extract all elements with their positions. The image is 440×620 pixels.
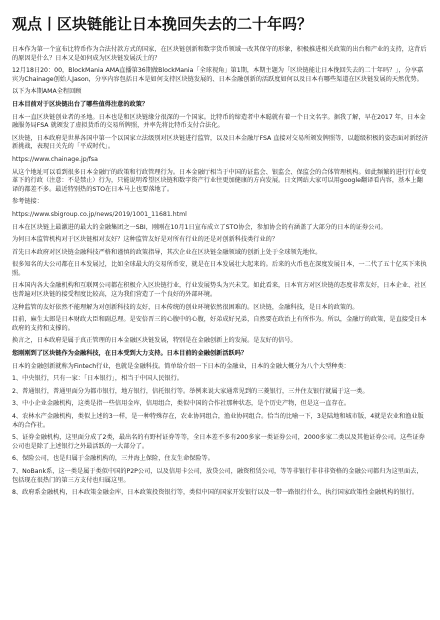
paragraph: 4、农林水产金融机构，类似上述的3一样，是一种特殊存在，农业协同组合，渔业协同组合。恰当的比喻一下，3是陆地和城市版，4就是农业和渔业版本的合作社。 <box>12 413 424 429</box>
paragraph: 12月18日20：00，BlockMania AMA直播第36期做BlockMania「全球视角」第1期，本期主题为「区块链能让日本挽回失去的二十年吗？」，分享嘉宾为Chainage创始人Jason，分享内容包括日本是如何支持区块链发展的、日本金融创新的活跃度如何以及日本有哪些渠道在区块链发展的天然优势。 <box>12 67 424 83</box>
paragraph: 区块链，日本政府是世界各国中第一个以国家立法级别对区块链进行监管，以及日本金融厅FSA 直接对交易所颁发牌照等，以超级积极的姿态面对新经济新挑战，表现日关先的「平成时代」。 <box>12 134 428 151</box>
paragraph: 8、政府系金融机构，日本政策金融金库，日本政策投资银行等，类似中国的国家开发银行以及一带一路银行什么，执行国家政策性金融机构的银行。 <box>12 489 419 497</box>
paragraph: 目前，麻生太郎是日本财政大臣和副总理。是安倍晋三的心腹中的心腹，好弟成好兄弟，自然要在政治上有所作为。所以，金融厅的政策，是直接受日本政府的支持和支撑的。 <box>12 316 427 332</box>
paragraph: 1、中央银行，只有一家：「日本银行」，相当于中国人民银行。 <box>12 375 183 383</box>
paragraph: 从这个地址可以看到很多日本金融厅的政策和行政管理行为。日本金融厅相当于中国的证监会、银监会、保监会的合体管理机构。如此频繁的进行行业变革下的行政（注意：不是禁止）行为，只能说明希望区块链和数字资产行业往更加健康的方向发展。日文网站大家可以用google翻译看内容，基本上翻译的都差不多。最近特别热的STO在日本马上也要落地了。 <box>12 168 427 193</box>
paragraph: 这种监管的友好依然不能理解为对创新科技的友好，日本传统的创业环境依然很困难的。区块链，金融科技，是日本的政策的。 <box>12 303 359 311</box>
paragraph: 参考链接： <box>12 198 43 206</box>
paragraph: 日本作为第一个宣布比特币作为合法付款方式的国家，在区块链创新和数字货币领域一改其保守的形象，积极推进相关政策的出台和产业的支持，这背后的原因是什么？日本又是如何成为区块链发展沃土的？ <box>12 46 427 62</box>
article-title: 观点丨区块链能让日本挽回失去的二十年吗？ <box>12 15 313 33</box>
paragraph: 日本的金融创新就称为Fintech行业，也就是金融科技。简单给介绍一下日本的金融业，日本的金融大概分为八个大型种类： <box>12 362 350 370</box>
section-heading: 日本目前对于区块链出台了哪些值得注意的政策？ <box>12 100 149 108</box>
paragraph: 7、NoBank系，这一类是属于类似中国的P2P公司，以及信用卡公司，放贷公司，融资租赁公司，等等非银行非非非资格的金融公司都归为这里面去，包括现在很热门的第三方支付也归属这里。 <box>12 467 423 484</box>
paragraph: 日本一直区块链创业者的圣地。日本也是和区块链缘分很深的一个国家。比特币的缔造者中本聪就有着一个日文名字。据我了解，早在2017 年，日本金融服务局FSA 就颁发了虚拟货币的交易所牌照，并率先将比特币支付合法化。 <box>12 113 426 130</box>
paragraph: 5、证券金融机构，这里面分成了2类，最出名的有野村证券等等，全日本差不多有200多家一类证券公司，2000多家二类以及其他证券公司。这些证券公司也是除了上述银行之外最活跃的一大部分了。 <box>12 434 425 450</box>
paragraph: 日本在区块链上最激进的最大的金融集团之一SBI，刚刚在10月1日宣布成立了STO协会，参加协会的有涵盖了大部分的日本的证券公司。 <box>12 223 387 231</box>
paragraph: 3、中小企业金融机构，这类是指一些信用金库，信用组合，类似中国的合作社那种状态，是个历史产物，但是这一直存在。 <box>12 400 351 408</box>
paragraph: 换言之，日本政府是属于真正管理的日本金融区块链发展，特别是在金融创新上的发展。是友好的信号。 <box>12 337 297 345</box>
paragraph: 6、保险公司，也是归属于金融机构的，三井海上保险，住友生命保险等。 <box>12 455 214 463</box>
reference-link[interactable]: https://www.sbigroup.co.jp/news/2019/1001_11681.html <box>12 210 187 218</box>
section-heading: 您刚刚到了区块链作为金融科技，在日本受到大力支持。日本目前的金融创新活跃吗？ <box>12 350 248 358</box>
article-body <box>12 46 428 498</box>
paragraph: 以下为本期AMA全程回顾 <box>12 88 82 96</box>
paragraph: 2、普通银行，普通里面分为都市银行，地方银行，信托银行等。举例来说大家通常见到的三菱银行，三井住友银行就属于这一类。 <box>12 387 369 395</box>
paragraph: 首先日本政府对区块链金融科技严格和谨慎的政策指导，其次企业在区块链金融领域的创新上处于全球领先地位。 <box>12 248 322 256</box>
reference-link[interactable]: https://www.chainage.jp/fsa <box>12 155 98 163</box>
paragraph: 日本国内各大金融机构和互联网公司都在积极介入区块链行业，行业发展势头为兴未艾。如此看来，日本官方对区块链的态度非常友好，日本企业、社区也普遍对区块链的接受程度比较高，这为我们营造了一个良好的外部环境。 <box>12 282 427 299</box>
paragraph: 为何日本监管机构对于区块链相对友好？这种监管友好是对所有行业的还是对创新科技类行业的？ <box>12 236 279 244</box>
paragraph: 很多知名的大公司都在日本发展过，比如全球最大的交易所币安，就是在日本发展壮大起来的。后来的火币也在深度发展日本，一二代了五十亿买下来执照。 <box>12 261 427 277</box>
